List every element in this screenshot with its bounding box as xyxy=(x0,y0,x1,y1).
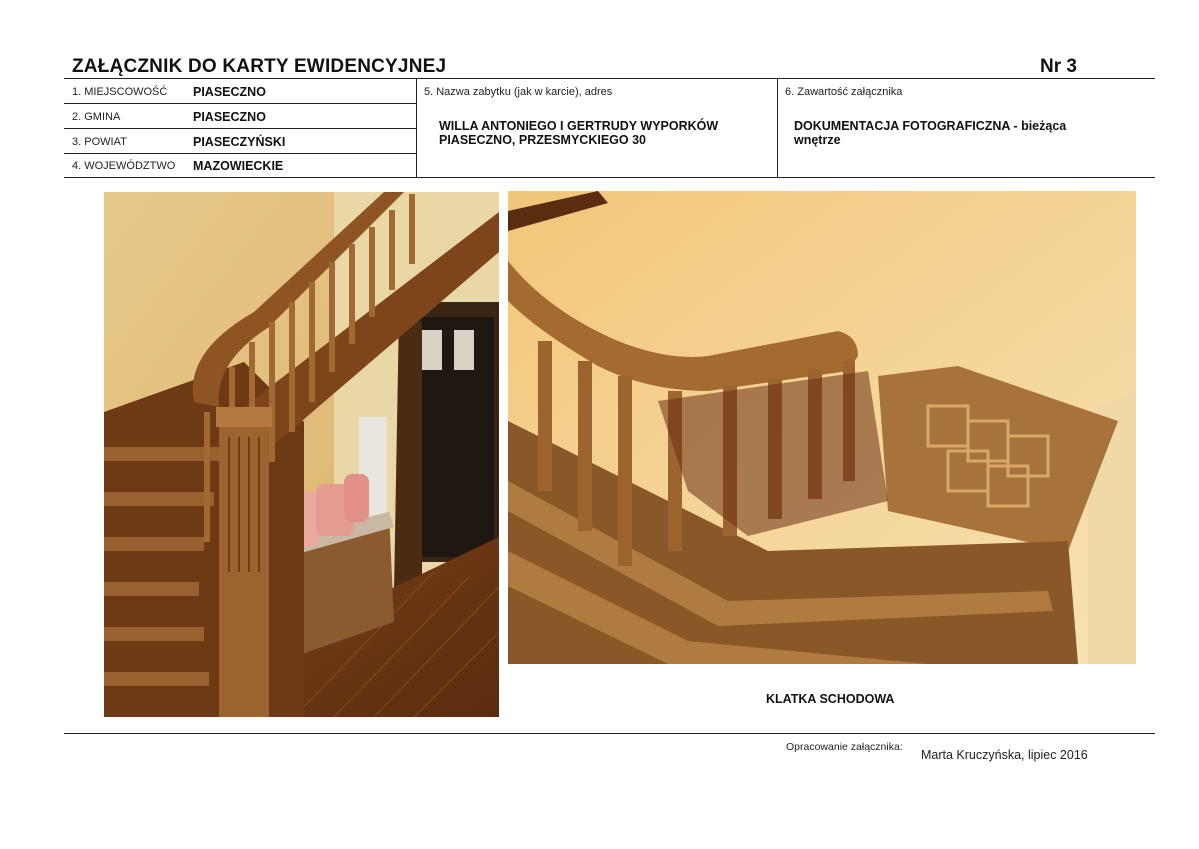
prepared-by-value: Marta Kruczyńska, lipiec 2016 xyxy=(921,748,1088,762)
footer-divider xyxy=(64,733,1155,734)
commune-label: 2. GMINA xyxy=(72,111,121,123)
monument-address: PIASECZNO, PRZESMYCKIEGO 30 xyxy=(439,133,646,147)
column-divider-1 xyxy=(416,78,417,178)
location-value: PIASECZNO xyxy=(193,85,266,99)
column-divider-2 xyxy=(777,78,778,178)
contents-line1: DOKUMENTACJA FOTOGRAFICZNA - bieżąca xyxy=(794,119,1067,133)
prepared-by-label: Opracowanie załącznika: xyxy=(786,741,903,753)
commune-value: PIASECZNO xyxy=(193,110,266,124)
table-top-border xyxy=(64,78,1155,79)
location-label: 1. MIEJSCOWOŚĆ xyxy=(72,86,168,98)
row-divider-1 xyxy=(64,103,416,104)
photo-caption: KLATKA SCHODOWA xyxy=(766,692,895,706)
row-divider-3 xyxy=(64,153,416,154)
voivodeship-label: 4. WOJEWÓDZTWO xyxy=(72,160,176,172)
monument-name: WILLA ANTONIEGO I GERTRUDY WYPORKÓW xyxy=(439,119,719,133)
document-title: ZAŁĄCZNIK DO KARTY EWIDENCYJNEJ xyxy=(72,56,447,77)
monument-label: 5. Nazwa zabytku (jak w karcie), adres xyxy=(424,86,613,98)
county-value: PIASECZYŃSKI xyxy=(193,135,286,149)
attachment-number: Nr 3 xyxy=(1040,56,1077,77)
contents-line2: wnętrze xyxy=(794,133,841,147)
staircase-hallway-photo xyxy=(104,192,499,717)
stair-landing-photo xyxy=(508,191,1136,664)
county-label: 3. POWIAT xyxy=(72,136,127,148)
row-divider-2 xyxy=(64,128,416,129)
table-bottom-border xyxy=(64,177,1155,178)
contents-label: 6. Zawartość załącznika xyxy=(785,86,903,98)
voivodeship-value: MAZOWIECKIE xyxy=(193,159,284,173)
